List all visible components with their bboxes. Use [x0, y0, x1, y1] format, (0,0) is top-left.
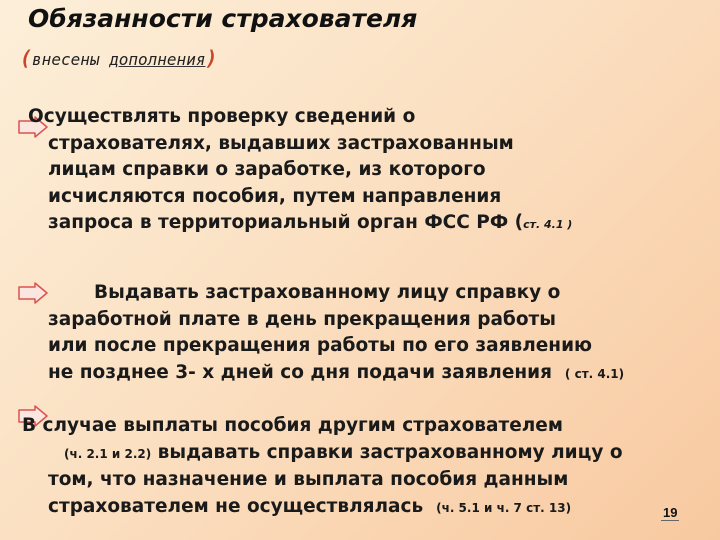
duty-item-2-line-3: или после прекращения работы по его заявлению: [48, 335, 593, 356]
duty-item-1-line-3: лицам справки о заработке, из которого: [48, 159, 486, 180]
page-subtitle: [20, 46, 218, 70]
arrow-right-icon: [18, 282, 48, 304]
subtitle-word-2: дополнения: [109, 50, 206, 69]
subtitle-word-1: внесены: [32, 50, 100, 69]
duty-item-3-line-1: В случае выплаты пособия другим страхователем: [22, 415, 563, 436]
duty-item-1-line-1: Осуществлять проверку сведений о: [28, 106, 416, 127]
duty-item-3-line-2: выдавать справки застрахованному лицу о: [151, 441, 623, 463]
duty-item-1-line-5: запроса в территориальный орган ФСС РФ (: [48, 212, 524, 233]
duty-item-3-line-3: том, что назначение и выплата пособия данным: [48, 469, 569, 490]
duty-item-1-line-2: страхователях, выдавших застрахованным: [48, 132, 514, 154]
duty-item-3-reference-1: (ч. 2.1 и 2.2): [64, 446, 152, 461]
duty-item-3-reference-2: (ч. 5.1 и ч. 7 ст. 13): [436, 500, 572, 515]
duty-item-2-line-4: не позднее 3- х дней со дня подачи заявления: [48, 361, 553, 383]
subtitle-open-paren: (: [20, 46, 33, 70]
duty-item-1: [28, 104, 572, 239]
duty-item-3: [22, 413, 623, 521]
duty-item-2-line-2: заработной плате в день прекращения работы: [48, 308, 557, 330]
page-title: Обязанности страхователя: [28, 4, 418, 33]
page-number: 19: [663, 505, 678, 520]
duty-item-2-line-1: Выдавать застрахованному лицу справку о: [94, 282, 561, 303]
subtitle-close-paren: ): [205, 46, 218, 70]
duty-item-1-reference: ст. 4.1 ): [523, 218, 573, 231]
duty-item-2: [48, 280, 624, 387]
duty-item-2-reference: ( ст. 4.1): [564, 366, 625, 381]
duty-item-1-line-4: исчисляются пособия, путем направления: [48, 185, 502, 207]
duty-item-3-line-4: страхователем не осуществлялась: [48, 495, 424, 517]
